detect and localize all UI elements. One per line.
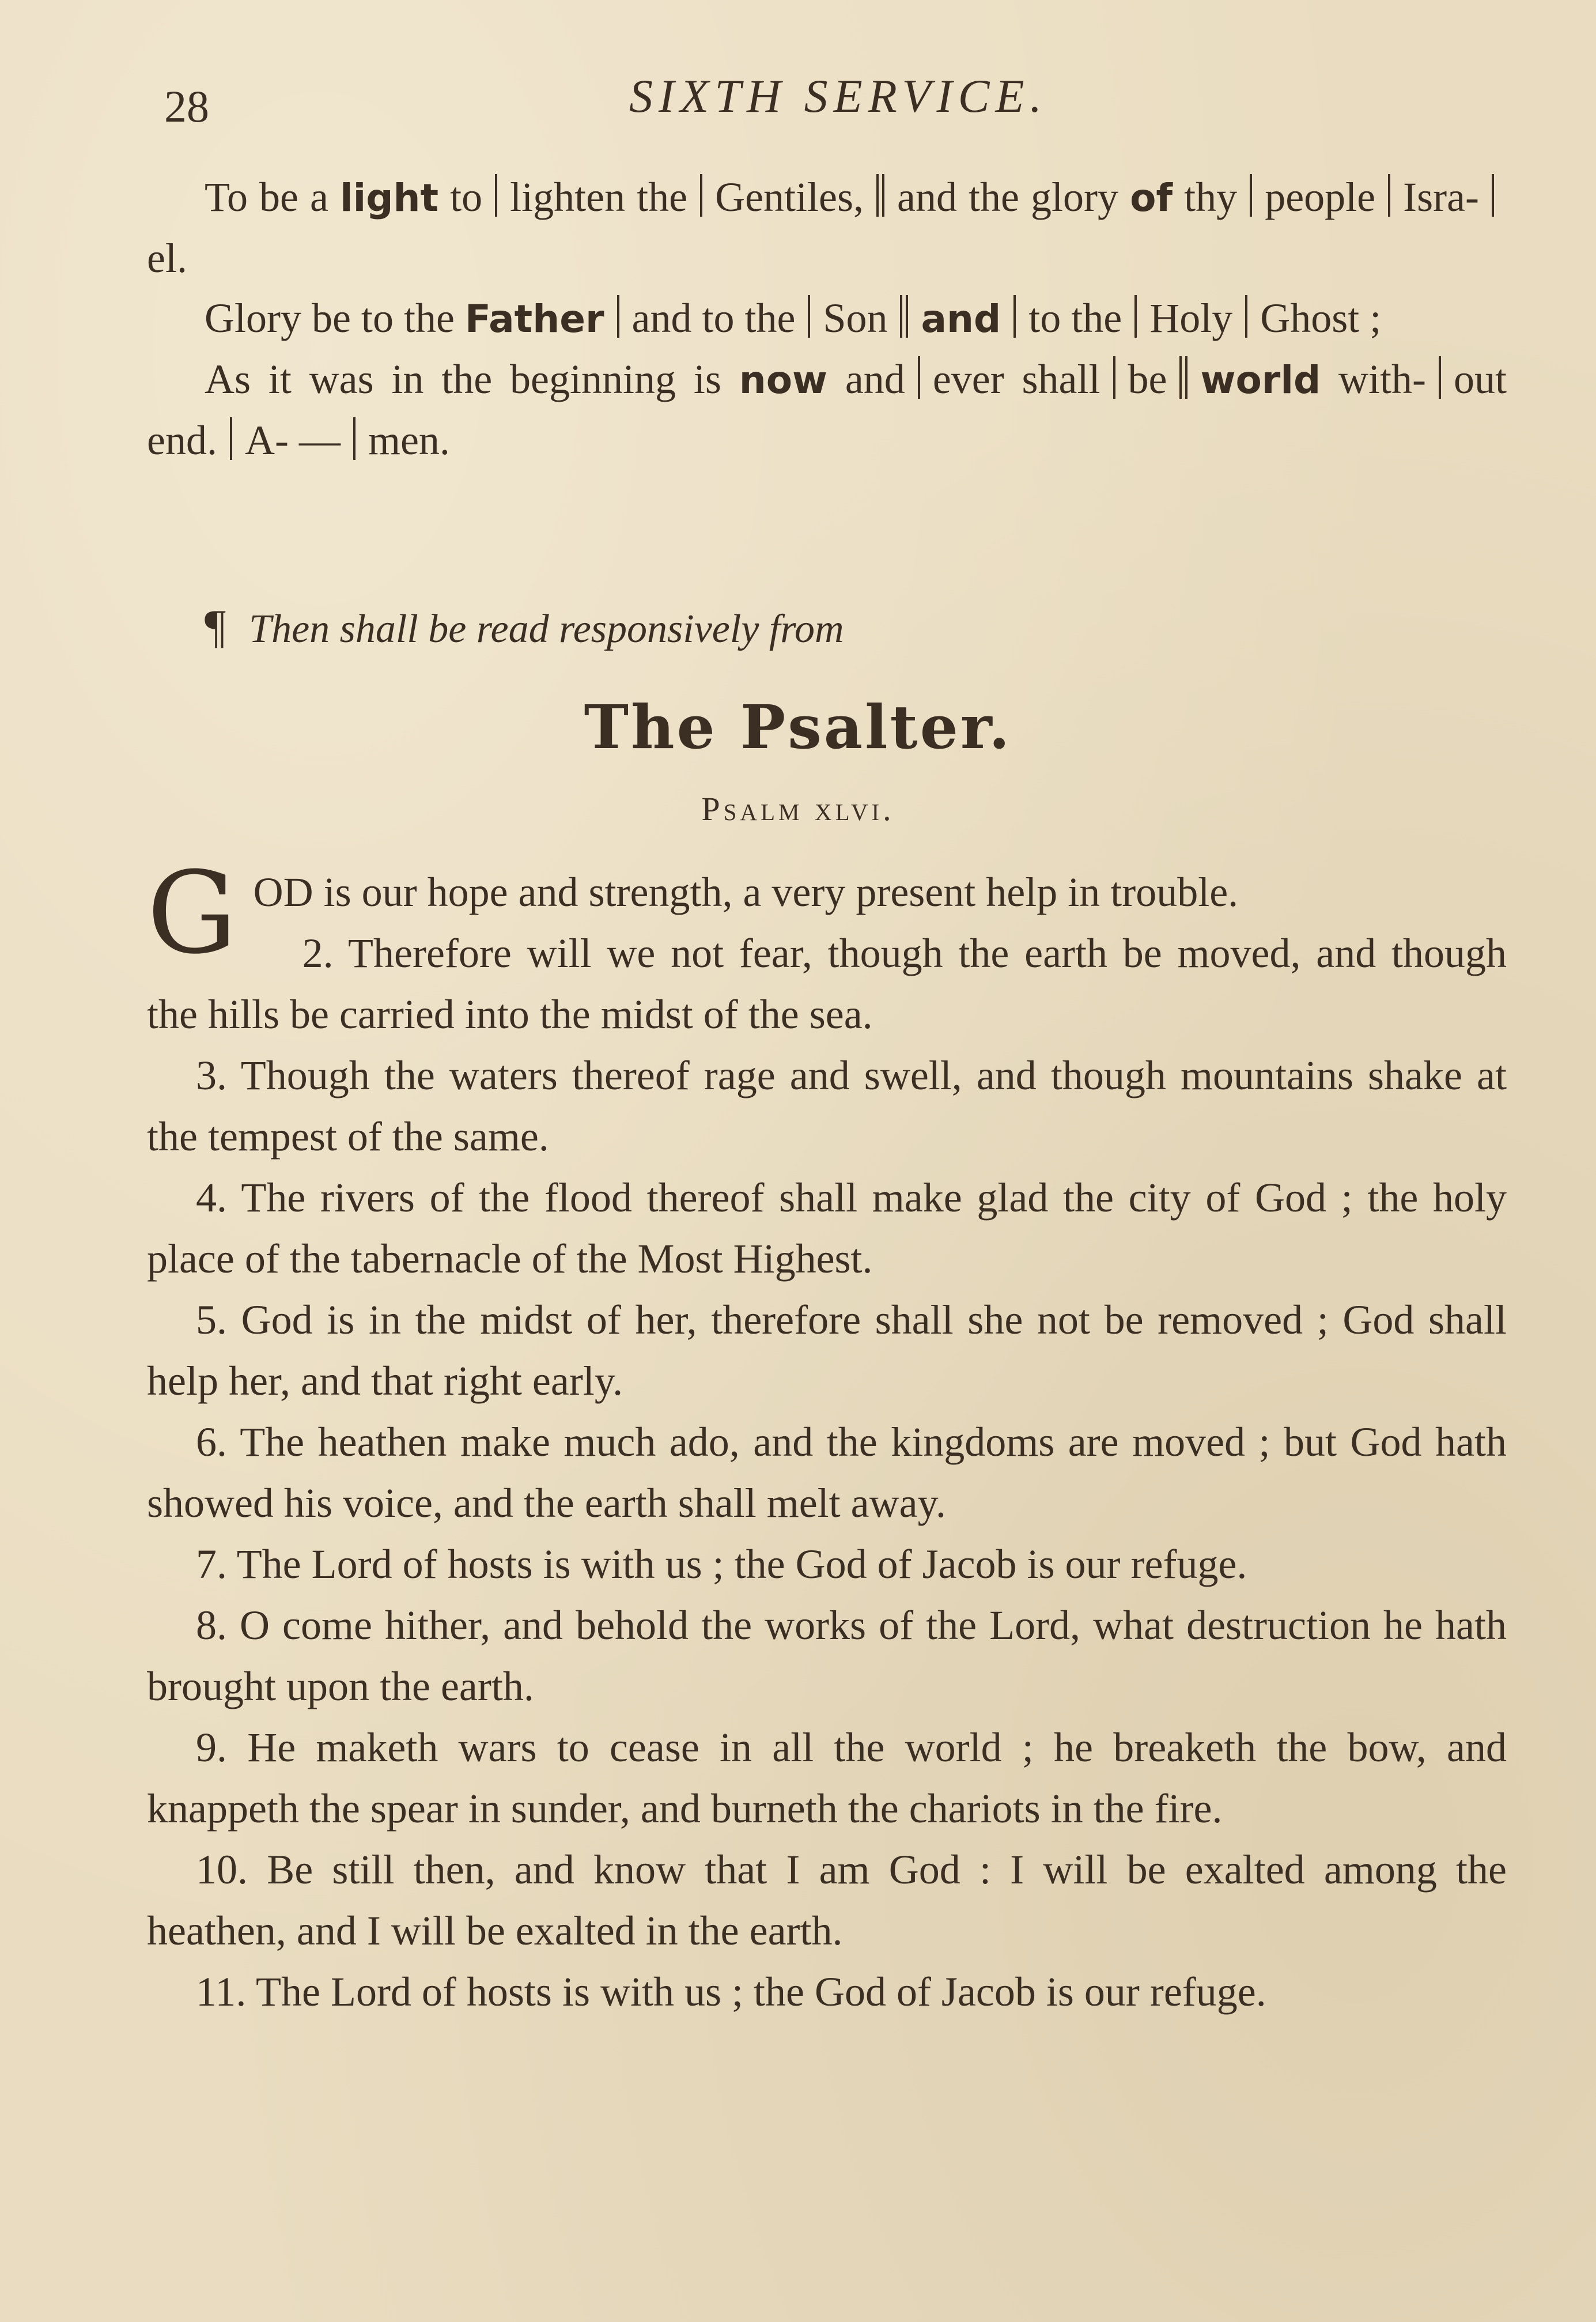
running-head xyxy=(164,69,1512,133)
psalm-verse-8: 8. O come hither, and behold the works of the Lord, what destruction he hath brought upon the earth. xyxy=(147,1602,1507,1709)
section-title: The Psalter. xyxy=(584,692,1012,762)
canticle-text xyxy=(147,167,1507,470)
rubric xyxy=(205,599,844,654)
psalm-verse-11: 11. The Lord of hosts is with us ; the God of Jacob is our refuge. xyxy=(196,1969,1266,2015)
gloria-verse-2: As it was in the beginning is now and ever shall be world with- out end. A- — men. xyxy=(147,356,1507,463)
running-title: SIXTH SERVICE. xyxy=(629,70,1048,122)
psalm-heading: Psalm xlvi. xyxy=(701,790,895,828)
psalm-verse-5: 5. God is in the midst of her, therefore shall she not be removed ; God shall help her, and that right early. xyxy=(147,1297,1507,1404)
psalm-verse-1: GOD is our hope and strength, a very present help in trouble. xyxy=(147,848,1239,979)
psalm-text xyxy=(147,848,1507,2022)
psalm-verse-10: 10. Be still then, and know that I am God : I will be exalted among the heathen, and I will be exalted in the earth. xyxy=(147,1847,1507,1954)
psalm-verse-2: 2. Therefore will we not fear, though the earth be moved, and though the hills be carried into the midst of the sea. xyxy=(147,930,1507,1037)
gloria-verse-1: Glory be to the Father and to the Son and to the Holy Ghost ; xyxy=(205,295,1382,341)
psalm-verse-4: 4. The rivers of the flood thereof shall make glad the city of God ; the holy place of the tabernacle of the Most Highest. xyxy=(147,1175,1507,1282)
pilcrow-icon: ¶ xyxy=(205,600,226,652)
psalm-verse-7: 7. The Lord of hosts is with us ; the God of Jacob is our refuge. xyxy=(196,1541,1247,1587)
psalm-verse-6: 6. The heathen make much ado, and the kingdoms are moved ; but God hath showed his voice, and the earth shall melt away. xyxy=(147,1419,1507,1526)
psalm-verse-9: 9. He maketh wars to cease in all the world ; he breaketh the bow, and knappeth the spear in sunder, and burneth the chariots in the fire. xyxy=(147,1724,1507,1832)
psalm-verse-3: 3. Though the waters thereof rage and swell, and though mountains shake at the tempest of the same. xyxy=(147,1052,1507,1160)
rubric-text: Then shall be read responsively from xyxy=(249,607,844,651)
page-number: 28 xyxy=(164,81,209,131)
drop-cap: G xyxy=(147,848,237,979)
canticle-verse-1: To be a light to lighten the Gentiles, and the glory of thy people Isra-el. xyxy=(147,167,1507,288)
